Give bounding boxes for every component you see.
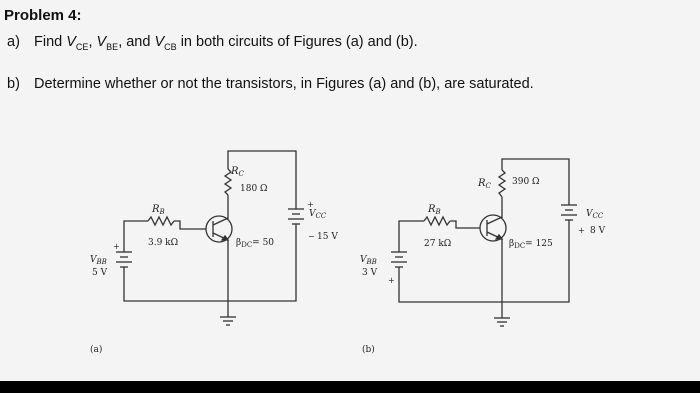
figure-a-transistor: [206, 216, 232, 242]
figure-b-rb-label: $R_B$: [428, 204, 441, 216]
part-a-tail: in both circuits of Figures (a) and (b).: [180, 34, 418, 50]
bottom-divider: [0, 381, 700, 393]
part-b-marker: b): [7, 76, 20, 92]
figure-b-rc-resistor: [499, 170, 505, 197]
part-a-text: a) Find $V_{CE}$, $V_{BE}$, and $V_{CB}$ in both circuits of Figures (a) and (b).: [7, 34, 418, 52]
figure-b-vcc-label: $V_{CC}$: [586, 209, 604, 220]
figure-a-rb-value: 3.9 kΩ: [148, 238, 179, 248]
figure-b-vbb-plus: +: [388, 276, 395, 285]
figure-b-vbb-label: $V_{BB}$: [360, 255, 377, 266]
figure-a-vbb-label: $V_{BB}$: [90, 255, 107, 266]
figure-a-rb-label: $R_B$: [152, 204, 165, 216]
figure-a-rb-resistor: [148, 217, 174, 225]
var-vce: $V_{CE}$: [66, 34, 89, 52]
figure-a-rc-value: 180 Ω: [240, 184, 268, 194]
part-b-body: Determine whether or not the transistors, in Figures (a) and (b), are saturated.: [34, 76, 534, 92]
figure-b-rc-label: $R_C$: [478, 178, 491, 190]
figure-b-rb-value: 27 kΩ: [424, 239, 452, 249]
figure-a-vcc-label: $V_{CC}$: [309, 209, 327, 220]
figure-b-rb-resistor: [424, 217, 450, 225]
figure-a-vcc-minus: −: [308, 232, 315, 241]
part-a-marker: a): [7, 34, 20, 50]
problem-heading: Problem 4:: [4, 7, 82, 24]
part-a-lead: Find: [34, 34, 63, 50]
figure-b-vbb-value: 3 V: [362, 268, 378, 278]
figure-b-beta: $\beta_{DC}= 125$: [509, 239, 553, 250]
figure-a-caption: (a): [90, 345, 103, 355]
var-vcb: $V_{CB}$: [154, 34, 177, 52]
figure-a-beta: $\beta_{DC}= 50$: [236, 238, 275, 249]
figure-a-vcc-value: 15 V: [317, 232, 338, 242]
figure-b-vcc-value: 8 V: [590, 226, 606, 236]
figure-a-rc-label: $R_C$: [231, 166, 244, 178]
figure-a-circuit: [116, 151, 304, 325]
figure-a-vbb-value: 5 V: [92, 268, 108, 278]
figure-a-vbb-plus: +: [113, 242, 120, 251]
figure-b-rc-value: 390 Ω: [512, 177, 540, 187]
var-vbe: $V_{BE}$: [96, 34, 119, 52]
figure-a-vcc-plus: +: [307, 200, 314, 209]
figure-b-vcc-plus: +: [578, 226, 585, 235]
figure-b-caption: (b): [362, 345, 375, 355]
figure-b-transistor: [480, 215, 506, 241]
